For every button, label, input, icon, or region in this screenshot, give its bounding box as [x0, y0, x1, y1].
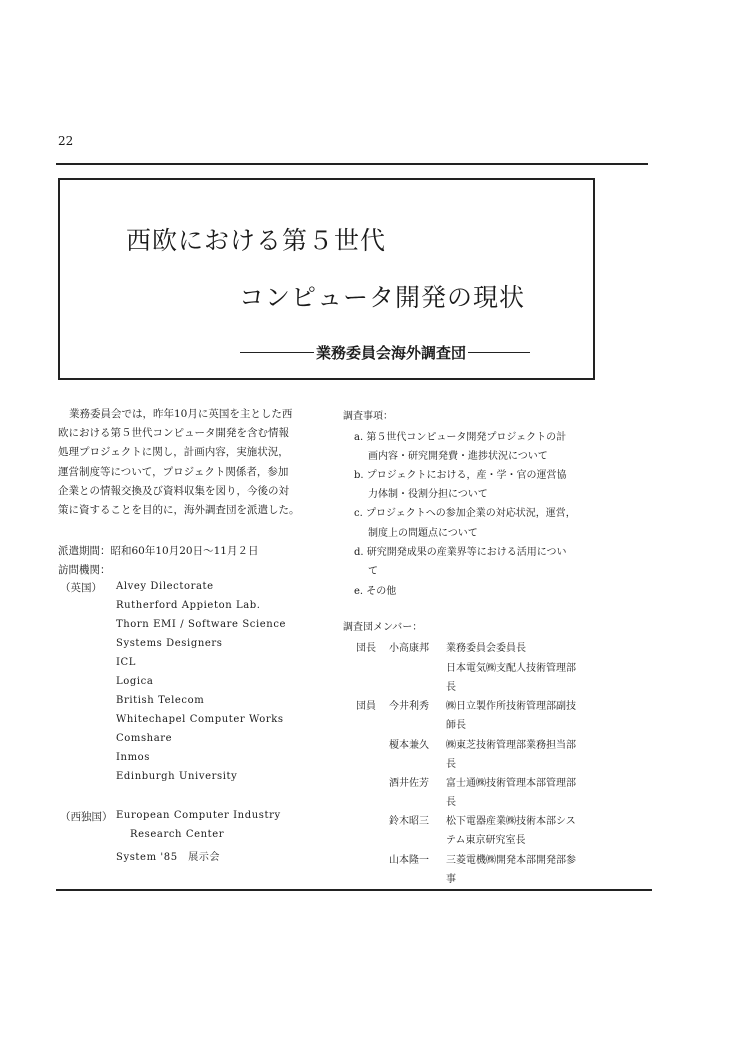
- intro-line: 企業との情報交換及び資料収集を図り，今後の対: [58, 484, 289, 497]
- subtitle-dash-left: [240, 352, 314, 353]
- title-line-2: コンピュータ開発の現状: [239, 283, 526, 312]
- intro-line: 運営制度等について，プロジェクト関係者，参加: [58, 465, 289, 478]
- title-line-1: 西欧における第５世代: [126, 226, 387, 255]
- intro-paragraph: [58, 405, 328, 520]
- uk-org: Inmos: [116, 752, 151, 763]
- member-affiliation: 日本電気㈱支配人技術管理部: [446, 663, 576, 674]
- member-name: 酒井佐芳: [389, 778, 429, 789]
- survey-item: b. プロジェクトにおける，産・学・官の運営協: [354, 470, 567, 481]
- west-germany-label: （西独国）: [60, 811, 113, 823]
- survey-item: e. その他: [354, 586, 397, 597]
- member-role: 団員: [356, 701, 376, 712]
- member-affiliation: 長: [446, 759, 456, 770]
- top-rule: [56, 163, 648, 165]
- member-affiliation: ㈱日立製作所技術管理部副技: [446, 701, 576, 712]
- intro-line: 処理プロジェクトに関し，計画内容，実施状況，: [58, 446, 289, 459]
- uk-org: Comshare: [116, 733, 173, 744]
- dispatch-period: 派遣期間：昭和60年10月20日～11月２日: [58, 545, 259, 557]
- survey-item: d. 研究開発成果の産業界等における活用につい: [354, 547, 567, 558]
- subtitle-dash-right: [468, 352, 530, 353]
- uk-org: Whitechapel Computer Works: [116, 714, 284, 725]
- uk-org: Rutherford Appieton Lab.: [116, 600, 261, 611]
- member-affiliation: 三菱電機㈱開発本部開発部参: [446, 855, 576, 866]
- intro-line: 欧における第５世代コンピュータ開発を含む情報: [58, 427, 289, 440]
- visited-label: 訪問機関：: [58, 564, 111, 576]
- member-affiliation: テム東京研究室長: [446, 835, 526, 846]
- survey-item: 制度上の問題点について: [368, 528, 478, 539]
- member-name: 榎本兼久: [389, 740, 429, 751]
- subtitle-text: 業務委員会海外調査団: [316, 344, 467, 362]
- survey-item: 画内容・研究開発費・進捗状況について: [368, 451, 548, 462]
- member-affiliation: 富士通㈱技術管理本部管理部: [446, 778, 576, 789]
- member-role: 団長: [356, 643, 376, 654]
- member-name: 小高康邦: [389, 643, 429, 654]
- member-affiliation: ㈱東芝技術管理部業務担当部: [446, 740, 576, 751]
- member-name: 山本隆一: [389, 855, 429, 866]
- wg-org: European Computer Industry: [116, 810, 281, 821]
- intro-line: 業務委員会では，昨年10月に英国を主とした西: [69, 408, 293, 420]
- uk-org: Systems Designers: [116, 638, 223, 649]
- member-affiliation: 師長: [446, 720, 466, 731]
- bottom-rule: [56, 889, 652, 891]
- member-name: 鈴木昭三: [389, 816, 429, 827]
- intro-line: 策に資することを目的に，海外調査団を派遣した。: [58, 504, 300, 517]
- member-affiliation: 松下電器産業㈱技術本部シス: [446, 816, 576, 827]
- member-name: 今井利秀: [389, 701, 429, 712]
- uk-label: （英国）: [60, 582, 102, 594]
- uk-org: Alvey Dilectorate: [116, 581, 214, 592]
- subtitle: [240, 342, 530, 363]
- member-affiliation: 事: [446, 874, 456, 885]
- member-affiliation: 業務委員会委員長: [446, 643, 526, 654]
- uk-org: Edinburgh University: [116, 771, 238, 782]
- uk-org: Thorn EMI / Software Science: [116, 619, 287, 630]
- survey-item: c. プロジェクトへの参加企業の対応状況，運営，: [354, 508, 576, 519]
- wg-org: Research Center: [130, 829, 225, 840]
- member-affiliation: 長: [446, 682, 456, 693]
- page-number: 22: [58, 134, 74, 148]
- uk-org: ICL: [116, 657, 137, 668]
- members-label: 調査団メンバー：: [343, 622, 423, 633]
- survey-item: 力体制・役割分担について: [368, 489, 488, 500]
- member-affiliation: 長: [446, 797, 456, 808]
- wg-org: System '85 展示会: [116, 852, 221, 863]
- survey-item: て: [368, 566, 378, 577]
- uk-org: British Telecom: [116, 695, 205, 706]
- survey-item: a. 第５世代コンピュータ開発プロジェクトの計: [354, 432, 567, 443]
- uk-org: Logica: [116, 676, 154, 687]
- survey-label: 調査事項：: [343, 411, 393, 422]
